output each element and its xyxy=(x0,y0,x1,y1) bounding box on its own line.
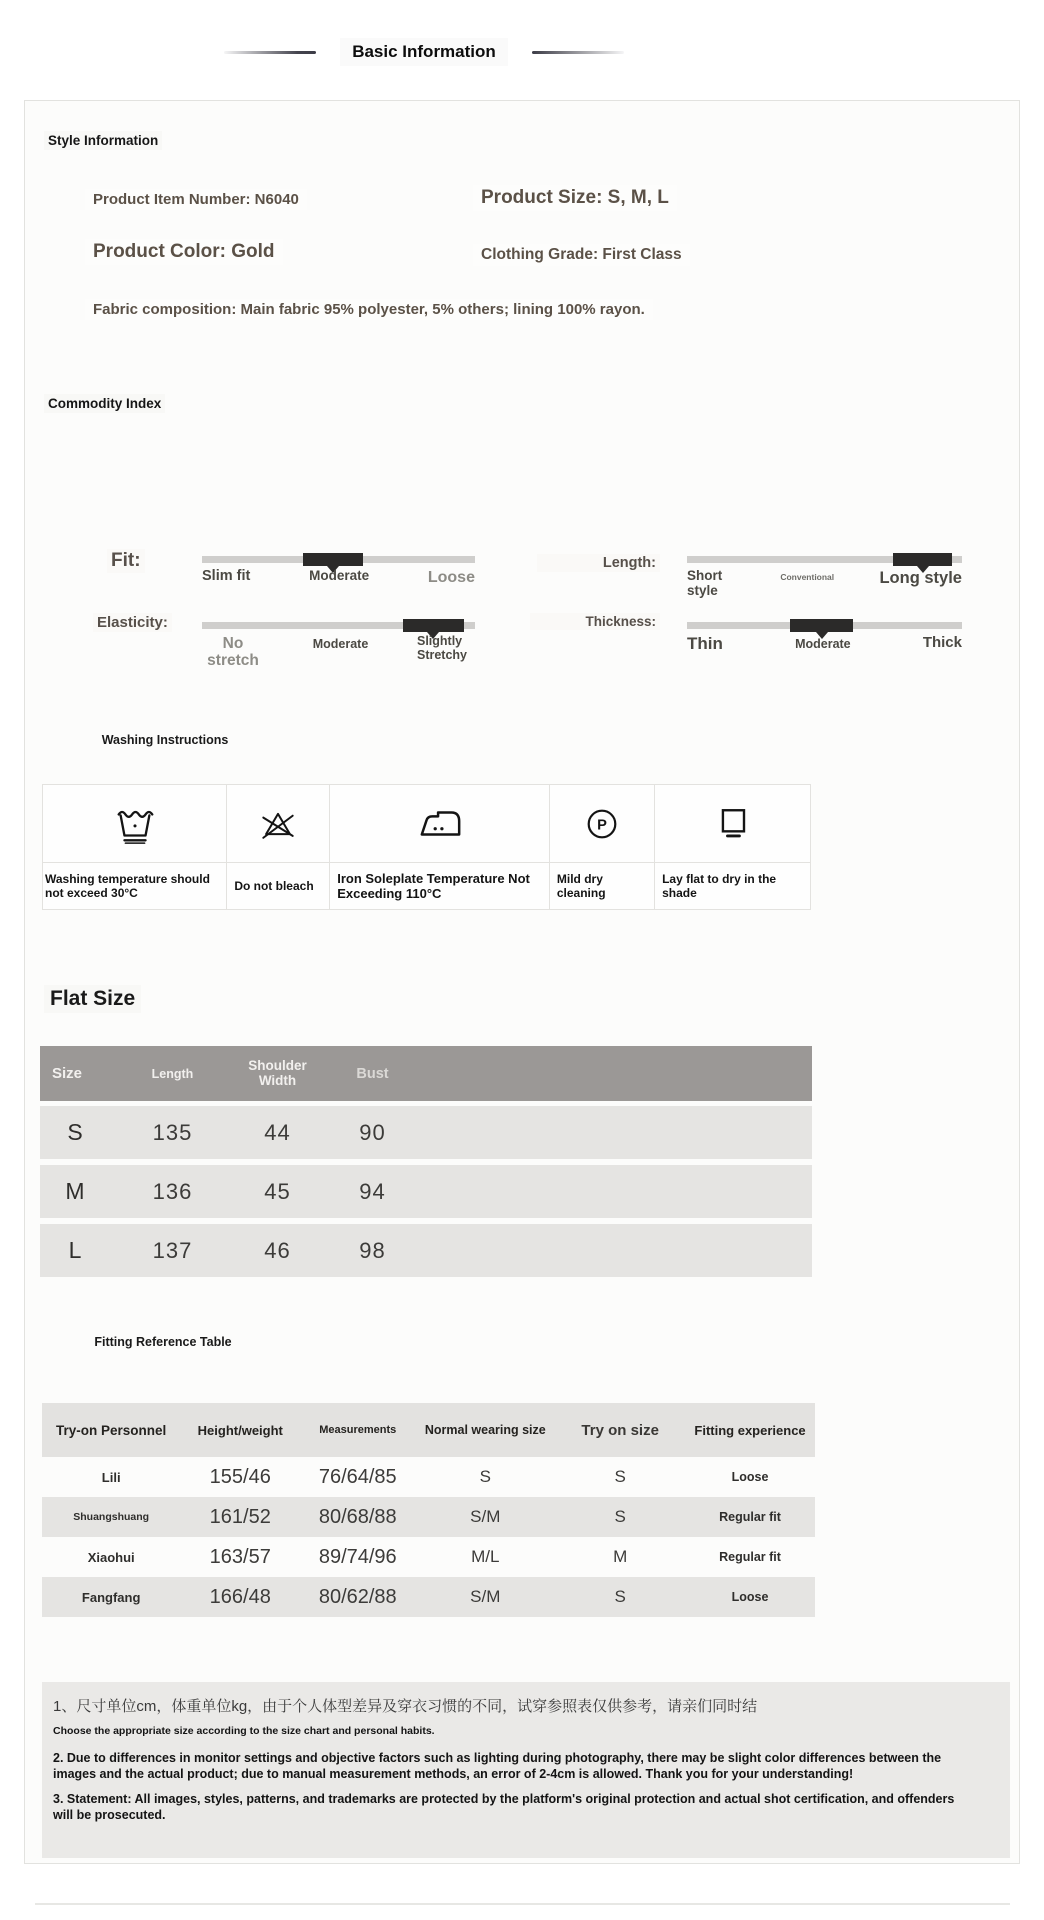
fit-option-loose: Loose xyxy=(427,569,475,586)
height-weight-cell: 166/48 xyxy=(209,1585,271,1608)
fitting-row-shuangshuang xyxy=(42,1497,815,1537)
tryon-size-cell: S xyxy=(614,1587,626,1606)
size-cell: M xyxy=(65,1178,85,1204)
length-slider-label: Length: xyxy=(537,554,660,572)
height-weight-cell: 155/46 xyxy=(209,1465,271,1488)
fitting-row-lili xyxy=(42,1457,815,1497)
note-choose-size: Choose the appropriate size according to the size chart and personal habits. xyxy=(53,1725,435,1737)
fitting-col-experience: Fitting experience xyxy=(694,1422,806,1438)
wash-instruction-label: Do not bleach xyxy=(227,863,330,910)
note-statement: 3. Statement: All images, styles, patterns, and trademarks are protected by the platform's original protection and actual shot certification, and offenders will be prosecuted. xyxy=(53,1792,955,1822)
note-color-difference: 2. Due to differences in monitor settings and objective factors such as lighting during photography, there may be slight color differences between the images and the actual product; due to manual measurement methods, an error of 2-4cm is allowed. Thank you for your understanding! xyxy=(53,1751,942,1781)
shoulder-cell: 45 xyxy=(264,1178,291,1204)
thickness-slider xyxy=(687,622,962,629)
personnel-cell: Lili xyxy=(101,1469,121,1485)
wash-instruction-label: Iron Soleplate Temperature Not Exceeding 110°C xyxy=(330,863,550,910)
notes-box xyxy=(42,1682,1010,1858)
fitting-col-tryon-size: Try on size xyxy=(581,1421,659,1439)
product-info-card xyxy=(24,100,1020,1864)
length-option-short: Short style xyxy=(687,568,723,598)
fit-slider xyxy=(202,556,475,563)
size-cell: S xyxy=(67,1119,83,1145)
fitting-col-height-weight: Height/weight xyxy=(197,1422,283,1438)
wash-instruction-label: Mild dry cleaning xyxy=(550,863,655,910)
note-size-units-cn: 1、尺寸单位cm，体重单位kg，由于个人体型差异及穿衣习惯的不同，试穿参照表仅供参考，请亲们同时结 xyxy=(53,1698,758,1715)
product-size: Product Size: S, M, L xyxy=(473,185,677,211)
experience-cell: Loose xyxy=(731,1470,769,1484)
experience-cell: Regular fit xyxy=(719,1550,781,1564)
length-cell: 136 xyxy=(152,1178,193,1204)
tryon-size-cell: M xyxy=(613,1547,628,1566)
fitting-col-normal-size: Normal wearing size xyxy=(424,1423,546,1437)
dry-clean-p-icon xyxy=(550,785,655,863)
header-right-line xyxy=(532,51,624,54)
size-cell: L xyxy=(68,1237,82,1263)
style-info-heading: Style Information xyxy=(44,131,162,150)
experience-cell: Loose xyxy=(731,1590,769,1604)
fitting-row-xiaohui xyxy=(42,1537,815,1577)
elasticity-option-stretchy: Slightly Stretchy xyxy=(416,634,468,662)
shoulder-cell: 44 xyxy=(264,1119,291,1145)
tryon-size-cell: S xyxy=(614,1507,626,1526)
length-cell: 137 xyxy=(152,1237,193,1263)
lay-flat-dry-icon xyxy=(655,785,811,863)
normal-size-cell: S/M xyxy=(470,1507,501,1526)
thickness-slider-label: Thickness: xyxy=(530,613,660,630)
fabric-composition: Fabric composition: Main fabric 95% polyester, 5% others; lining 100% rayon. xyxy=(85,299,653,320)
wash-instruction-label: Lay flat to dry in the shade xyxy=(655,863,811,910)
fit-slider-thumb xyxy=(303,553,363,566)
flat-size-col-shoulder: Shoulder Width xyxy=(248,1057,307,1088)
height-weight-cell: 163/57 xyxy=(209,1545,271,1568)
thickness-option-thin: Thin xyxy=(687,634,723,653)
measurements-cell: 80/68/88 xyxy=(318,1505,397,1528)
flat-size-row-s xyxy=(40,1106,812,1159)
header-left-line xyxy=(224,51,316,54)
personnel-cell: Fangfang xyxy=(81,1589,141,1605)
flat-size-header-row xyxy=(40,1046,812,1101)
page-title: Basic Information xyxy=(340,38,508,66)
page-header xyxy=(0,38,848,66)
length-slider-thumb xyxy=(893,553,952,566)
fit-slider-options xyxy=(202,569,475,587)
fit-option-slim: Slim fit xyxy=(202,568,251,584)
bottom-divider xyxy=(35,1903,1010,1905)
normal-size-cell: S/M xyxy=(470,1587,501,1606)
flat-size-col-size: Size xyxy=(52,1065,83,1082)
wash-instruction-label: Washing temperature should not exceed 30°C xyxy=(43,863,227,910)
thickness-option-thick: Thick xyxy=(922,634,962,651)
length-slider xyxy=(687,556,962,563)
fitting-row-fangfang xyxy=(42,1577,815,1617)
flat-size-row-m xyxy=(40,1165,812,1218)
fitting-header-row xyxy=(42,1403,815,1457)
thickness-slider-options xyxy=(687,635,962,654)
fit-option-moderate: Moderate xyxy=(309,568,370,583)
length-slider-options xyxy=(687,569,962,599)
elasticity-slider-thumb xyxy=(403,619,464,632)
commodity-index-heading: Commodity Index xyxy=(44,394,165,413)
flat-size-col-length: Length xyxy=(151,1066,194,1081)
measurements-cell: 80/62/88 xyxy=(318,1585,397,1608)
do-not-bleach-icon xyxy=(227,785,330,863)
product-item-number: Product Item Number: N6040 xyxy=(85,189,307,210)
personnel-cell: Shuangshuang xyxy=(73,1511,150,1523)
normal-size-cell: M/L xyxy=(471,1547,500,1566)
tryon-size-cell: S xyxy=(614,1467,626,1486)
normal-size-cell: S xyxy=(479,1467,491,1486)
fitting-col-measurements: Measurements xyxy=(319,1424,397,1436)
fitting-reference-heading: Fitting Reference Table xyxy=(94,1335,232,1349)
bust-cell: 98 xyxy=(359,1237,386,1263)
flat-size-row-l xyxy=(40,1224,812,1277)
wash-tub-30-icon xyxy=(43,785,227,863)
measurements-cell: 76/64/85 xyxy=(318,1465,397,1488)
elasticity-slider-label: Elasticity: xyxy=(93,613,172,632)
bust-cell: 94 xyxy=(359,1178,386,1204)
elasticity-slider xyxy=(202,622,475,629)
flat-size-col-bust: Bust xyxy=(356,1065,389,1082)
washing-instructions-table xyxy=(42,784,811,910)
product-color: Product Color: Gold xyxy=(85,239,283,265)
thickness-option-moderate: Moderate xyxy=(795,637,851,651)
experience-cell: Regular fit xyxy=(719,1510,781,1524)
shoulder-cell: 46 xyxy=(264,1237,291,1263)
height-weight-cell: 161/52 xyxy=(209,1505,271,1528)
bust-cell: 90 xyxy=(359,1119,386,1145)
length-option-long: Long style xyxy=(879,569,962,587)
iron-low-icon xyxy=(330,785,550,863)
fitting-col-personnel: Try-on Personnel xyxy=(56,1422,167,1438)
washing-instructions-heading: Washing Instructions xyxy=(101,733,229,747)
elasticity-option-none: No stretch xyxy=(207,635,259,670)
elasticity-option-moderate: Moderate xyxy=(312,637,369,651)
svg-text:P: P xyxy=(597,817,607,833)
measurements-cell: 89/74/96 xyxy=(318,1545,397,1568)
elasticity-slider-options xyxy=(202,635,475,669)
fit-slider-label: Fit: xyxy=(107,549,145,573)
clothing-grade: Clothing Grade: First Class xyxy=(473,244,690,266)
personnel-cell: Xiaohui xyxy=(87,1549,135,1565)
flat-size-heading: Flat Size xyxy=(44,985,141,1013)
length-cell: 135 xyxy=(152,1119,193,1145)
length-option-conventional: Conventional xyxy=(780,572,835,582)
thickness-slider-thumb xyxy=(790,619,853,632)
